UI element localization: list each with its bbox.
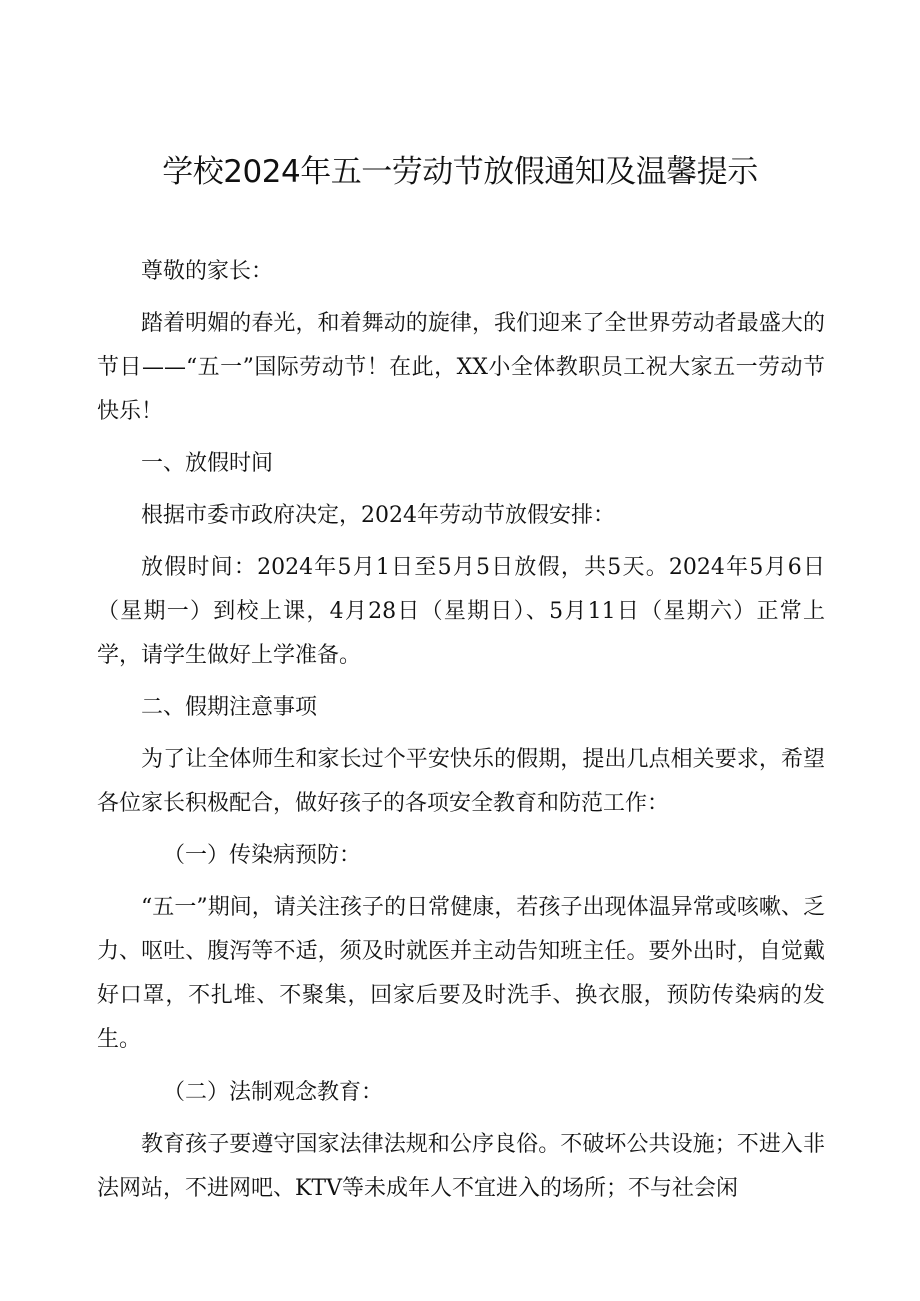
document-body [97, 250, 825, 1211]
holiday-time-paragraph: 放假时间：2024年5月1日至5月5日放假，共5天。2024年5月6日（星期一）到校上课，4月28日（星期日）、5月11日（星期六）正常上学，请学生做好上学准备。 [97, 555, 825, 668]
document-title: 学校2024年五一劳动节放假通知及温馨提示 [162, 154, 758, 190]
section-heading-holiday-time: 一、放假时间 [141, 451, 274, 476]
subheading-disease-prevention: （一）传染病预防： [163, 843, 362, 868]
precautions-intro: 为了让全体师生和家长过个平安快乐的假期，提出几点相关要求，希望各位家长积极配合，做好孩子的各项安全教育和防范工作： [97, 747, 825, 816]
holiday-arrangement-intro: 根据市委市政府决定，2024年劳动节放假安排： [141, 503, 615, 528]
greeting-paragraph: 踏着明媚的春光，和着舞动的旋律，我们迎来了全世界劳动者最盛大的节日——“五一”国际劳动节！在此，XX小全体教职员工祝大家五一劳动节快乐！ [97, 311, 825, 424]
subheading-legal-education: （二）法制观念教育： [163, 1080, 384, 1105]
section-heading-precautions: 二、假期注意事项 [141, 695, 318, 720]
disease-prevention-paragraph: “五一”期间，请关注孩子的日常健康，若孩子出现体温异常或咳嗽、乏力、呕吐、腹泻等不适，须及时就医并主动告知班主任。要外出时，自觉戴好口罩，不扎堆、不聚集，回家后要及时洗手、换衣服，预防传染病的发生。 [97, 895, 825, 1052]
salutation: 尊敬的家长： [141, 259, 274, 284]
legal-education-paragraph: 教育孩子要遵守国家法律法规和公序良俗。不破坏公共设施；不进入非法网站，不进网吧、KTV等未成年人不宜进入的场所；不与社会闲 [97, 1132, 825, 1201]
